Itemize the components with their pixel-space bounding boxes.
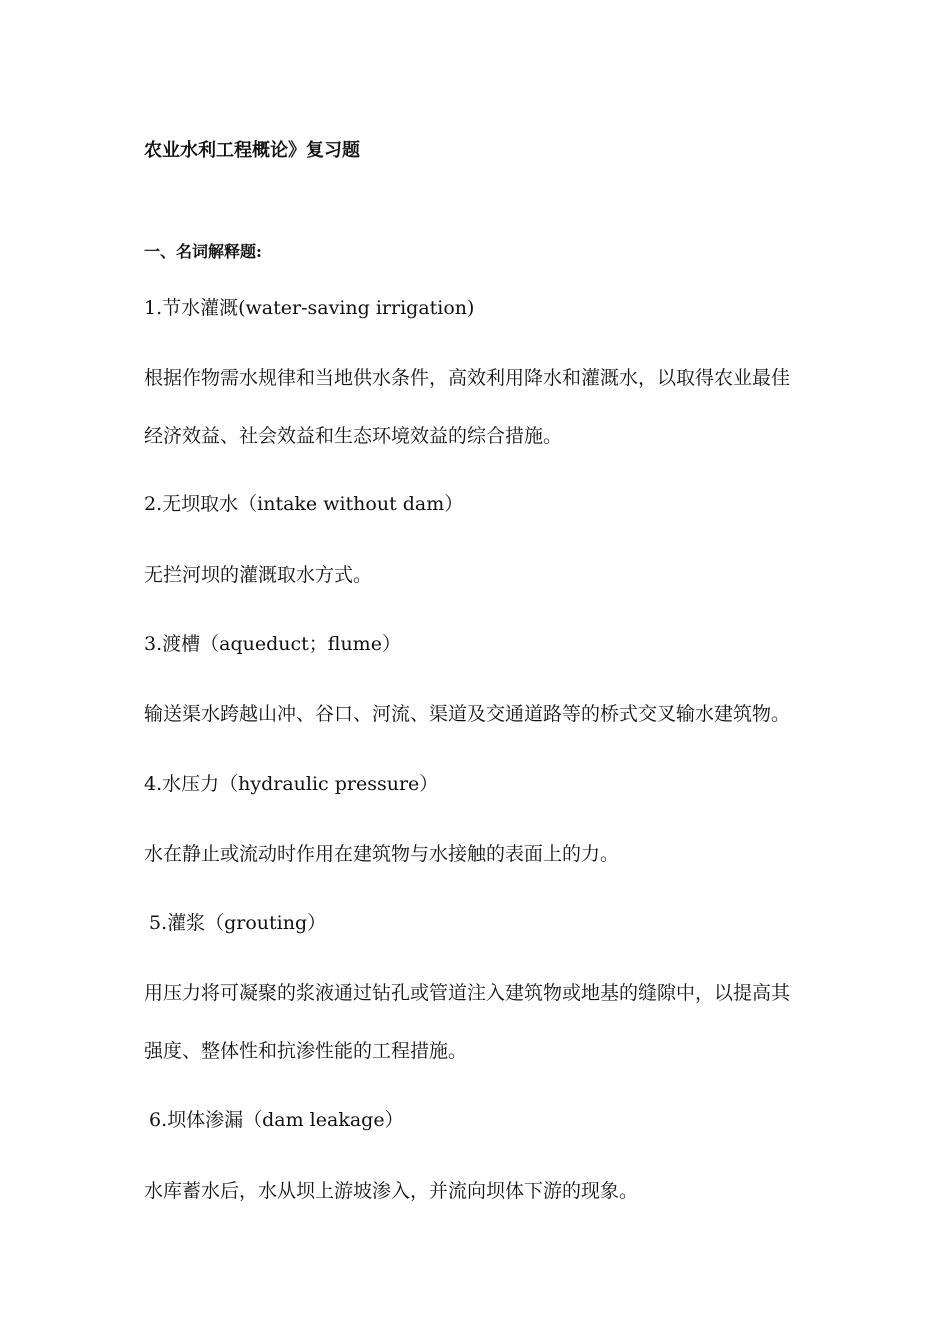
- term-6: 6.坝体渗漏（dam leakage）: [149, 1109, 404, 1131]
- definition-2-line-1: 无拦河坝的灌溉取水方式。: [144, 564, 373, 586]
- definition-4-line-1: 水在静止或流动时作用在建筑物与水接触的表面上的力。: [144, 843, 620, 865]
- definition-5-line-2: 强度、整体性和抗渗性能的工程措施。: [144, 1040, 468, 1062]
- definition-6-line-1: 水库蓄水后，水从坝上游坡渗入，并流向坝体下游的现象。: [144, 1180, 639, 1202]
- term-3: 3.渡槽（aqueduct；flume）: [144, 633, 401, 655]
- term-5: 5.灌浆（grouting）: [149, 912, 327, 934]
- term-1: 1.节水灌溉(water-saving irrigation): [144, 297, 475, 319]
- definition-1-line-1: 根据作物需水规律和当地供水条件，高效利用降水和灌溉水，以取得农业最佳: [144, 367, 791, 389]
- term-4: 4.水压力（hydraulic pressure）: [144, 773, 439, 795]
- definition-5-line-1: 用压力将可凝聚的浆液通过钻孔或管道注入建筑物或地基的缝隙中，以提高其: [144, 982, 791, 1004]
- document-title: 农业水利工程概论》复习题: [144, 140, 360, 161]
- term-2: 2.无坝取水（intake without dam）: [144, 493, 464, 515]
- definition-3-line-1: 输送渠水跨越山冲、谷口、河流、渠道及交通道路等的桥式交叉输水建筑物。: [144, 703, 791, 725]
- section-heading: 一、名词解释题:: [144, 242, 262, 261]
- definition-1-line-2: 经济效益、社会效益和生态环境效益的综合措施。: [144, 425, 563, 447]
